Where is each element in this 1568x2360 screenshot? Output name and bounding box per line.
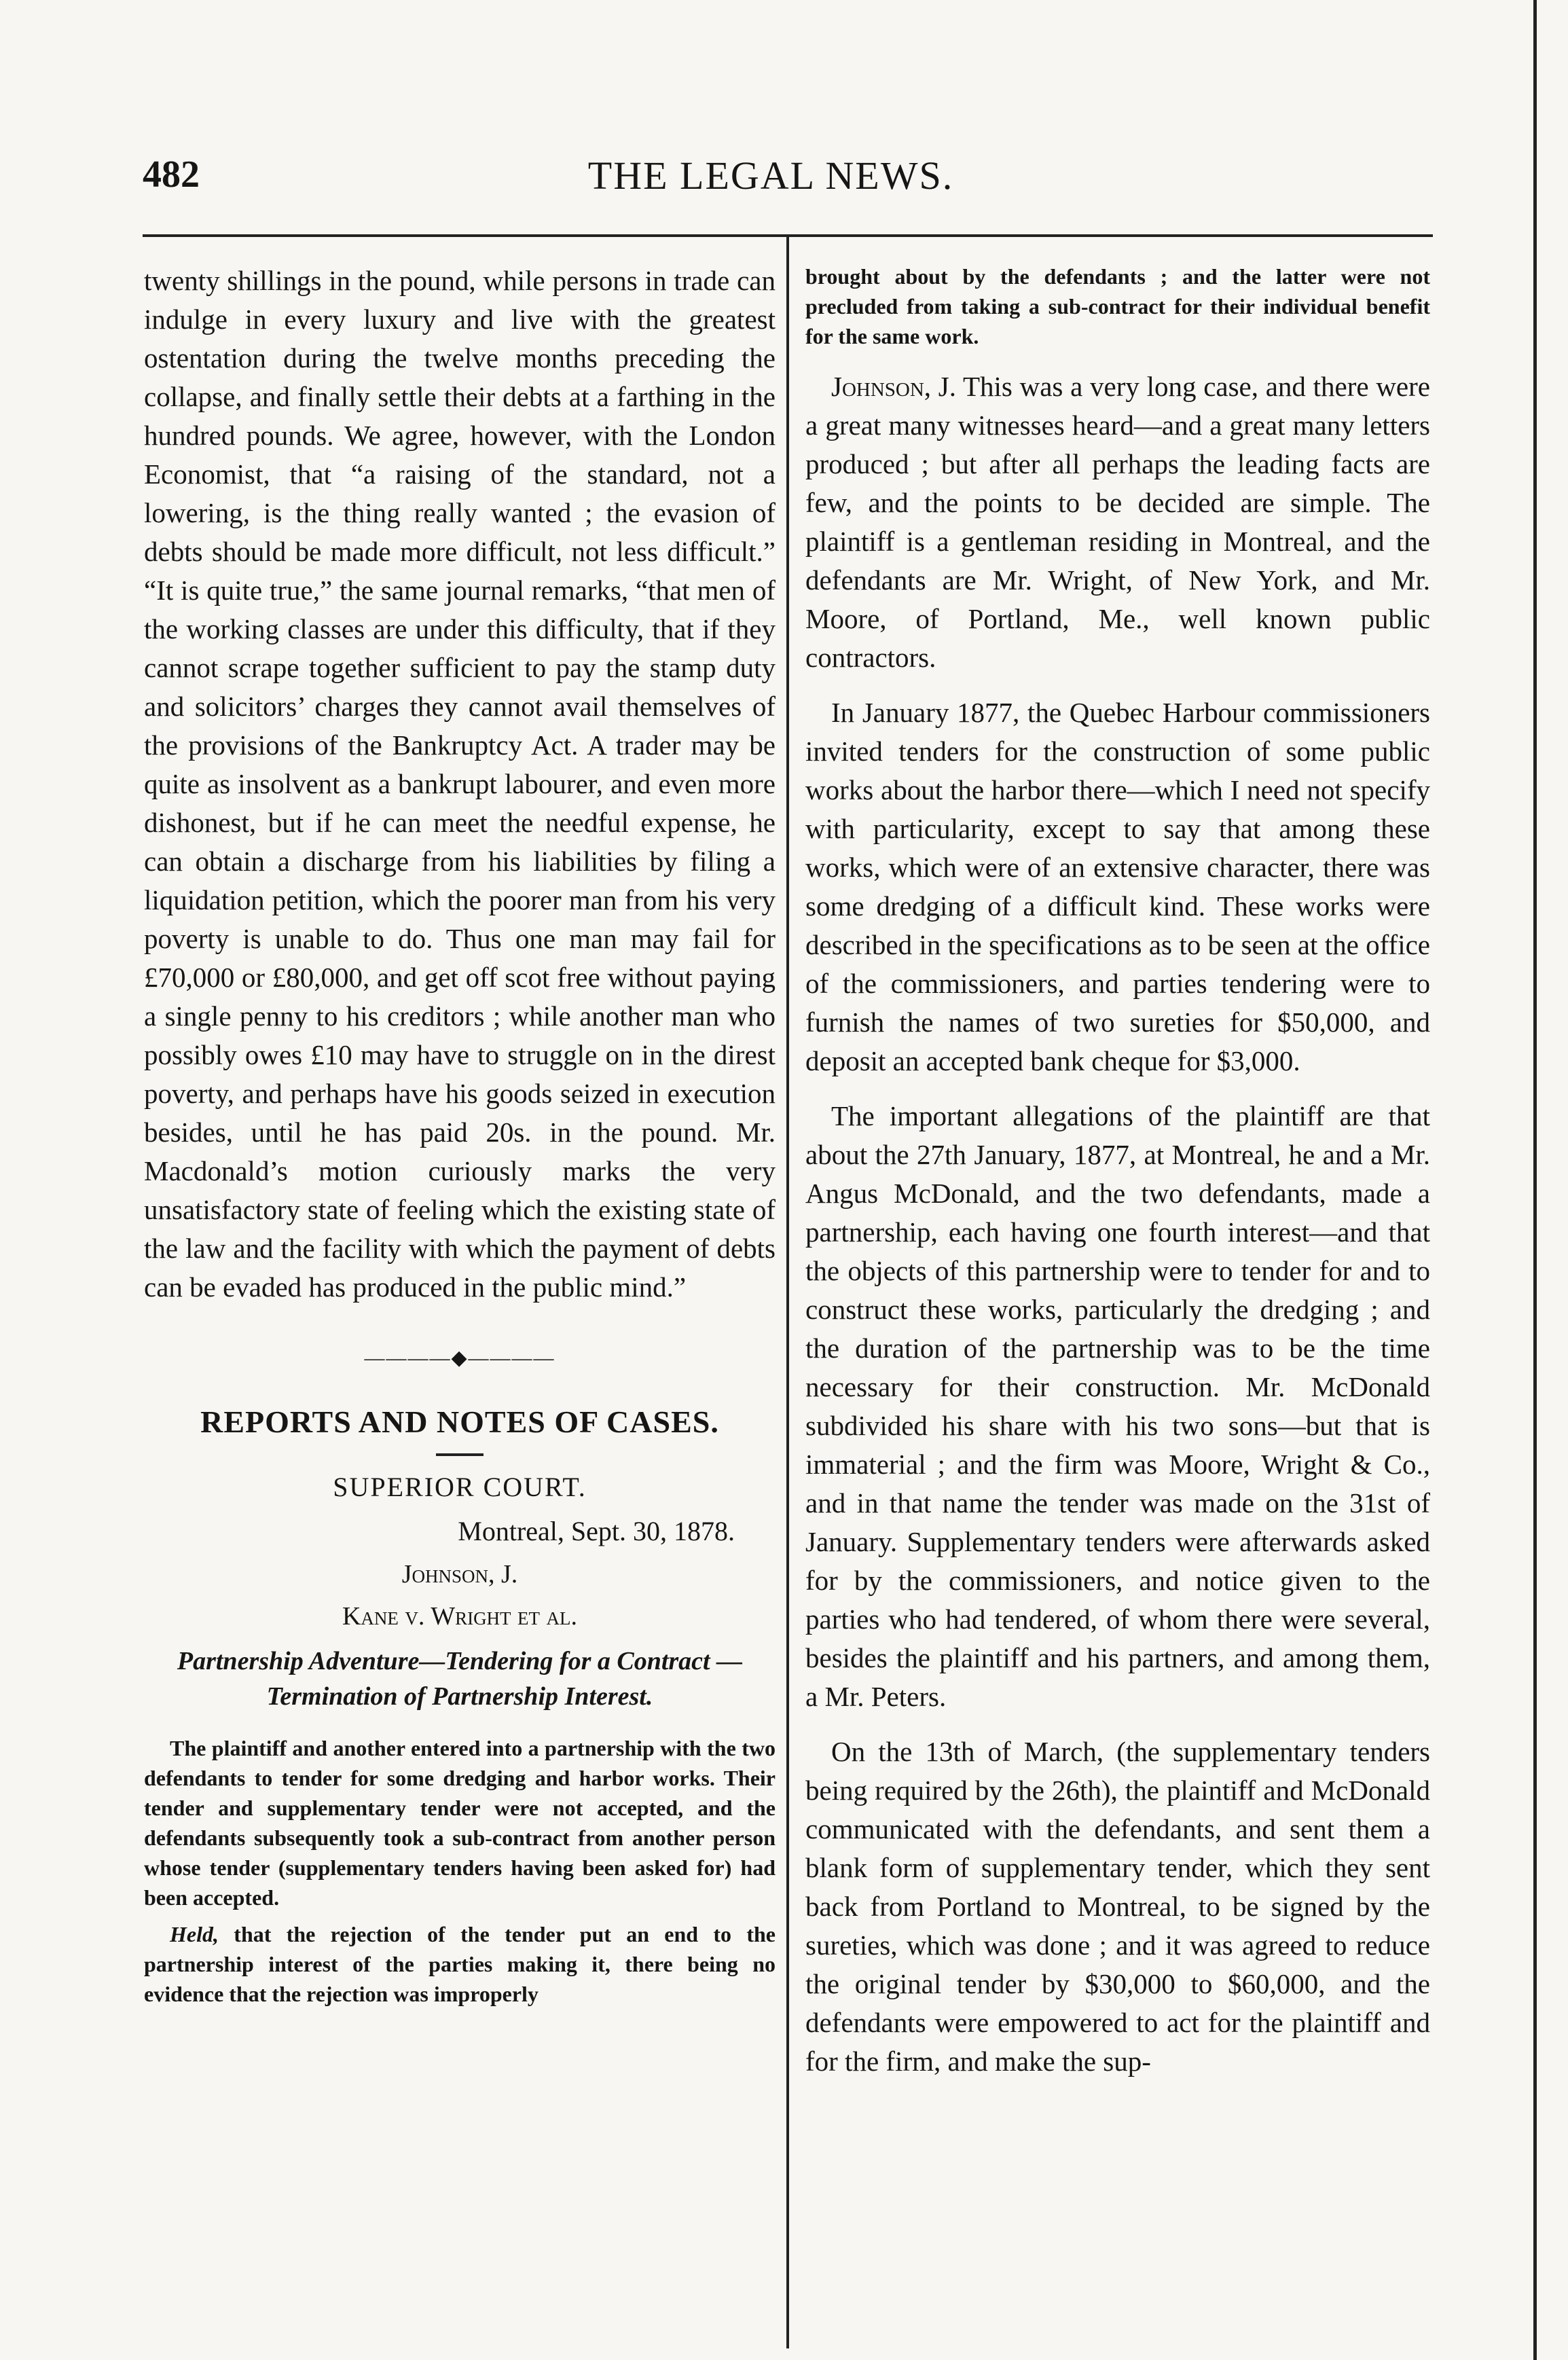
case-parties: Kane v. Wright et al. [342,1602,578,1631]
judgment-paragraph-2: In January 1877, the Quebec Harbour commissioners invited tenders for the construction of some public works about the harbor there—which I need not specify with particularity, except to say that among these works, which were of an extensive character, there was some dredging of a difficult kind. These works were described in the specifications as to be seen at the office of the commissioners, and parties tendering were to furnish the names of two sureties for $50,000, and deposit an accepted bank cheque for $3,000. [805,697,1430,1076]
column-divider [786,236,789,2348]
headnote-held [144,1919,776,2009]
short-rule [436,1453,484,1456]
court-name: SUPERIOR COURT. [333,1472,587,1502]
page-header [143,153,1399,214]
headnote-paragraph: The plaintiff and another entered into a partnership with the two defendants to tender for some dredging and harbor works. Their tender and supplementary tender were not accepted, and the defendants subsequently took a sub-contract from another person whose tender (supplementary tenders having been asked for) had been accepted. [144,1736,776,1910]
judge-lead: Johnson, J. [831,371,956,402]
right-column [805,261,1430,2081]
paragraph-1-text: This was a very long case, and there were a great many witnesses heard—and a great many letters produced ; but after all perhaps the leading facts are few, and the points to be decided are simple. The plaintiff is a gentleman residing in Montreal, and the defendants are Mr. Wright, of New York, and Mr. Moore, of Portland, Me., well known public contractors. [805,371,1430,673]
essay-continuation: twenty shillings in the pound, while persons in trade can indulge in every luxury and live with the greatest ostentation during the twelve months preceding the collapse, and finally settle their debts at a farthing in the hundred pounds. We agree, however, with the London Economist, that “a raising of the standard, not a lowering, is the thing really wanted ; the evasion of debts should be made more difficult, not less difficult.” “It is quite true,” the same journal remarks, “that men of the working classes are under this difficulty, that if they cannot scrape together sufficient to pay the stamp duty and solicitors’ charges they cannot avail themselves of the provisions of the Bankruptcy Act. A trader may be quite as insolvent as a bankrupt labourer, and even more dishonest, but if he can meet the needful expense, he can obtain a discharge from his liabilities by filing a liquidation petition, which the poorer man from his very poverty is unable to do. Thus one man may fail for £70,000 or £80,000, and get off scot free without paying a single penny to his creditors ; while another man who possibly owes £10 may have to struggle on in the direst poverty, and perhaps have his goods seized in execution besides, until he has paid 20s. in the pound. Mr. Macdonald’s motion curiously marks the very unsatisfactory state of feeling which the existing state of the law and the facility with which the payment of debts can be evaded has produced in the public mind.” [144,265,776,1303]
judgment-paragraph-3: The important allegations of the plaintiff are that about the 27th January, 1877, at Montreal, he and a Mr. Angus McDonald, and the two defendants, made a partnership, each having one fourth interest—and that the objects of this partnership were to tender for and to construct these works, particularly the dredging ; and the duration of the partnership was to be the time necessary for their construction. Mr. McDonald subdivided his share with his two sons—but that is immaterial ; and the firm was Moore, Wright & Co., and in that name the tender was made on the 31st of January. Supplementary tenders were afterwards asked for by the commissioners, and notice given to the parties who had tendered, of whom there were several, besides the plaintiff and his partners, and among them, a Mr. Peters. [805,1100,1430,1712]
held-label: Held, [170,1922,219,1946]
judgment-paragraph-1 [805,367,1430,677]
held-text: that the rejection of the tender put an end to the partnership interest of the parties making it, there being no evidence that the rejection was improperly [144,1922,776,2006]
judge-name: Johnson, J. [401,1560,518,1589]
section-heading: REPORTS AND NOTES OF CASES. [200,1404,719,1439]
judgment-paragraph-4: On the 13th of March, (the supplementary tenders being required by the 26th), the plaintiff and McDonald communicated with the defendants, and sent them a blank form of supplementary tender, which they sent back from Portland to Montreal, to be signed by the sureties, which was done ; and it was agreed to reduce the original tender by $30,000 to $60,000, and the defendants were empowered to act for the plaintiff and for the firm, and make the sup- [805,1736,1430,2077]
left-column [144,261,776,2009]
case-date: Montreal, Sept. 30, 1878. [458,1516,735,1546]
page-number: 482 [143,153,200,196]
headnote-continuation: brought about by the defendants ; and the latter were not precluded from taking a sub-contract for their individual benefit for the same work. [805,264,1430,348]
case-subject: Partnership Adventure—Tendering for a Contract —Termination of Partnership Interest. [177,1647,743,1711]
page-edge-rule [1533,0,1537,2360]
section-ornament: ————◆———— [364,1347,555,1369]
journal-title: THE LEGAL NEWS. [587,153,954,198]
